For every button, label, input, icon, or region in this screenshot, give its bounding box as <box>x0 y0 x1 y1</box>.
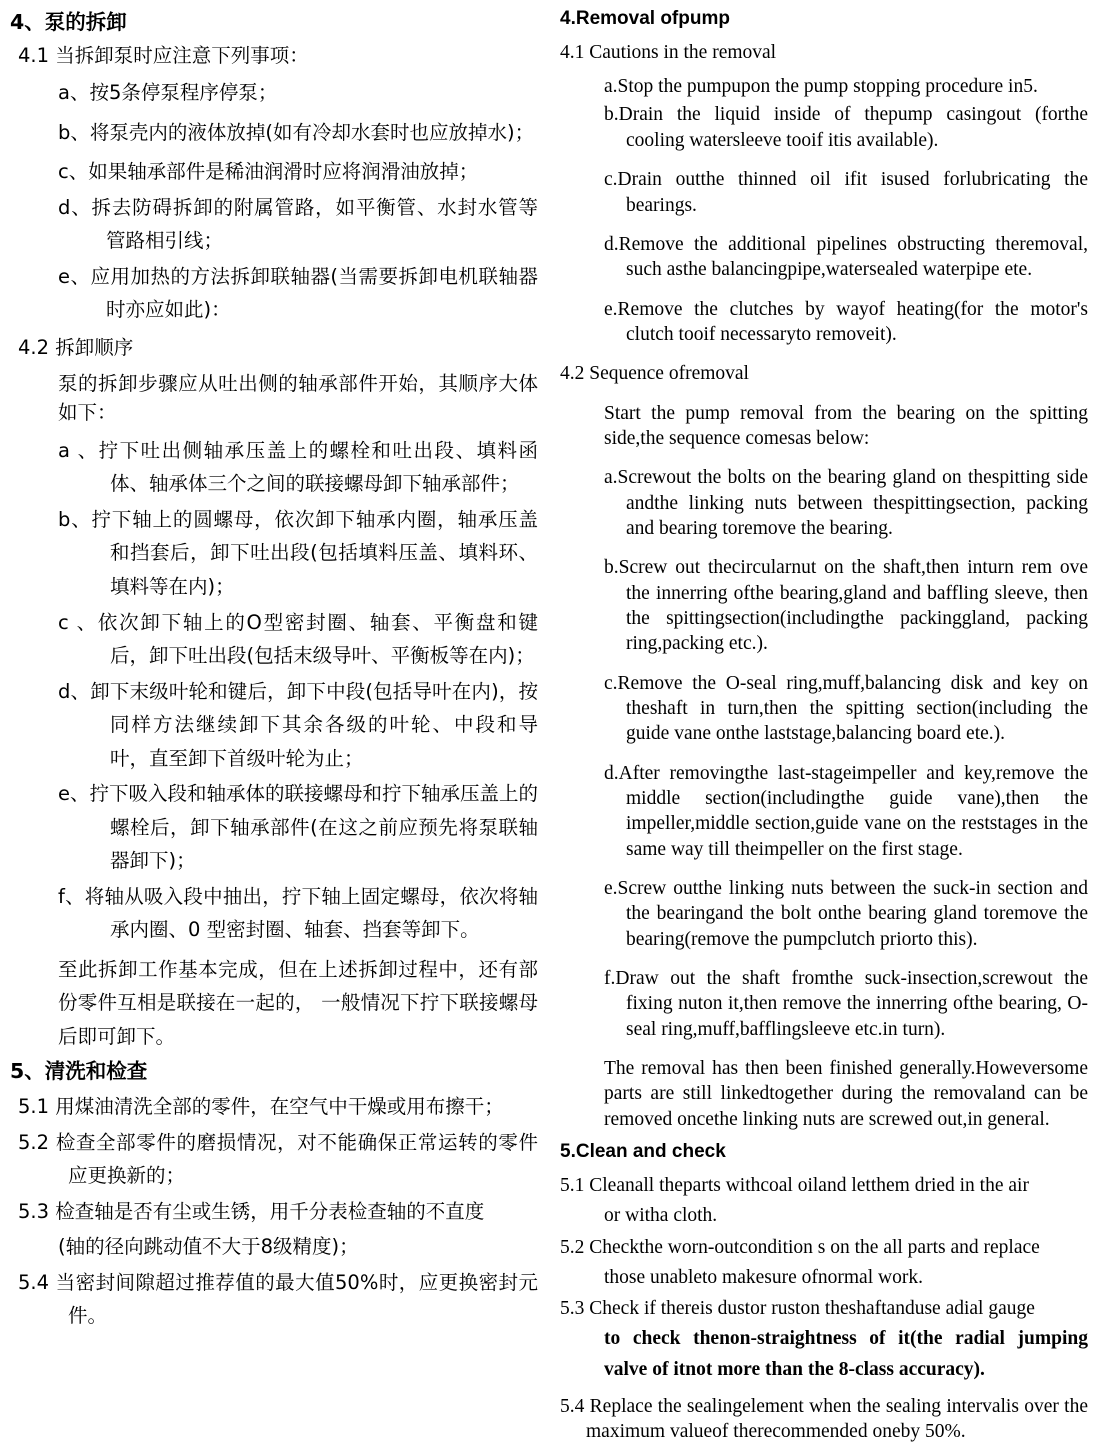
item-4-1-c-cn: c、如果轴承部件是稀油润滑时应将润滑油放掉； <box>58 160 479 184</box>
heading-section-4-cn: 4、泵的拆卸 <box>10 10 127 34</box>
item-4-1-a-cn: a、按5条停泵程序停泵； <box>58 81 278 105</box>
item-4-1-a-en: a.Stop the pumpupon the pump stopping procedure in5. <box>604 76 1038 98</box>
item-4-2-e-en: e.Screw outthe linking nuts between the suck-in section and the bearingand the bolt onthe bearing gland toremove the bearing(remove the pumpclutch priorto this). <box>604 878 1088 950</box>
section-4-1-title-cn: 4.1 当拆卸泵时应注意下列事项： <box>18 43 309 67</box>
item-5-1-cont-en: or witha cloth. <box>604 1205 718 1227</box>
heading-section-5-cn: 5、清洗和检查 <box>10 1059 148 1084</box>
item-4-1-e-en: e.Remove the clutches by wayof heating(for the motor's clutch tooif necessaryto removeit). <box>604 298 1088 345</box>
item-4-1-b-en: b.Drain the liquid inside of thepump casingout (forthe cooling watersleeve tooif itis available). <box>604 104 1088 151</box>
section-4-2-intro-en: Start the pump removal from the bearing on the spitting side,the sequence comesas below: <box>604 402 1088 449</box>
item-4-2-f-cn: f、将轴从吸入段中抽出，拧下轴上固定螺母，依次将轴承内圈、0 型密封圈、轴套、挡套等卸下。 <box>58 884 538 942</box>
item-4-2-c-en: c.Remove the O-seal ring,muff,balancing disk and key on theshaft in turn,then the spitting section(including the guide vane onthe laststage,balancing board ete.). <box>604 672 1088 745</box>
item-4-2-e-cn: e、拧下吸入段和轴承体的联接螺母和拧下轴承压盖上的螺栓后，卸下轴承部件(在这之前应预先将泵联轴器卸下)； <box>58 782 538 873</box>
item-4-1-b-cn: b、将泵壳内的液体放掉(如有冷却水套时也应放掉水)； <box>58 120 535 144</box>
item-4-2-a-en: a.Screwout the bolts on the bearing gland on thespitting side andthe linking nuts between thespittingsection, packing and bearing toremove the bearing. <box>604 467 1088 539</box>
section-4-2-intro-cn: 泵的拆卸步骤应从吐出侧的轴承部件开始，其顺序大体如下： <box>58 371 538 425</box>
english-column <box>552 0 1100 1443</box>
section-4-2-title-cn: 4.2 拆卸顺序 <box>18 335 134 359</box>
item-4-2-c-cn: c 、依次卸下轴上的O型密封圈、轴套、平衡盘和键后，卸下吐出段(包括末级导叶、平衡板等在内)； <box>58 610 538 668</box>
item-5-4-en: 5.4 Replace the sealingelement when the sealing intervalis over the maximum valueof therecommended oneby 50%. <box>560 1395 1088 1443</box>
heading-section-5-en: 5.Clean and check <box>560 1141 726 1163</box>
section-4-2-closing-cn: 至此拆卸工作基本完成，但在上述拆卸过程中，还有部份零件互相是联接在一起的， 一般情况下拧下联接螺母后即可卸下。 <box>58 957 538 1048</box>
item-4-1-d-cn: d、拆去防碍拆卸的附属管路，如平衡管、水封水管等管路相引线； <box>58 195 538 253</box>
item-4-2-d-cn: d、卸下末级叶轮和键后，卸下中段(包括导叶在内)，按同样方法继续卸下其余各级的叶轮、中段和导叶，直至卸下首级叶轮为止； <box>58 679 538 770</box>
item-5-3-note-cn: (轴的径向跳动值不大于8级精度)； <box>58 1235 359 1259</box>
item-4-2-b-en: b.Screw out thecircularnut on the shaft,then inturn rem ove the innerring ofthe bearing,gland and baffling sleeve, then the spittingsection(includingthe packinggland, packing ring,packing etc.). <box>604 557 1088 655</box>
chinese-column <box>0 0 552 1407</box>
section-4-2-title-en: 4.2 Sequence ofremoval <box>560 363 749 385</box>
item-5-3-en: 5.3 Check if thereis dustor ruston theshaftanduse adial gauge <box>560 1298 1035 1320</box>
item-5-2-en: 5.2 Checkthe worn-outcondition s on the all parts and replace <box>560 1236 1040 1258</box>
item-4-1-d-en: d.Remove the additional pipelines obstructing theremoval, such asthe balancingpipe,watersealed waterpipe ete. <box>604 233 1088 281</box>
item-5-1-cn: 5.1 用煤油清洗全部的零件，在空气中干燥或用布擦干； <box>18 1095 504 1119</box>
item-5-1-en: 5.1 Cleanall theparts withcoal oiland letthem dried in the air <box>560 1174 1029 1196</box>
item-4-2-d-en: d.After removingthe last-stageimpeller and key,remove the middle section(includingthe guide vane),then the impeller,middle section,guide vane on the reststages in the same way till theimpeller on the first stage. <box>604 762 1088 860</box>
item-5-2-cn: 5.2 检查全部零件的磨损情况，对不能确保正常运转的零件应更换新的； <box>18 1130 538 1188</box>
section-4-2-closing-en: The removal has then been finished generally.Howeversome parts are still linkedtogether during the removaland can be removed oncethe linking nuts are screwed out,in general. <box>604 1058 1088 1130</box>
item-4-2-b-cn: b、拧下轴上的圆螺母，依次卸下轴承内圈，轴承压盖和挡套后，卸下吐出段(包括填料压盖、填料环、填料等在内)； <box>58 507 538 598</box>
section-4-1-title-en: 4.1 Cautions in the removal <box>560 41 777 63</box>
item-5-4-cn: 5.4 当密封间隙超过推荐值的最大值50%时，应更换密封元件。 <box>18 1270 538 1328</box>
heading-section-4-en: 4.Removal ofpump <box>560 8 730 29</box>
item-4-2-f-en: f.Draw out the shaft fromthe suck-insection,screwout the fixing nuton it,then remove the innerring ofthe bearing, O-seal ring,muff,bafflingsleeve etc.in turn). <box>604 968 1088 1040</box>
item-4-2-a-cn: a 、拧下吐出侧轴承压盖上的螺栓和吐出段、填料函体、轴承体三个之间的联接螺母卸下轴承部件； <box>58 438 538 496</box>
item-4-1-e-cn: e、应用加热的方法拆卸联轴器(当需要拆卸电机联轴器时亦应如此)： <box>58 264 538 322</box>
item-5-3-bold-en: to check thenon-straightness of it(the radial jumping valve of itnot more than the 8-class accuracy). <box>604 1328 1088 1380</box>
item-5-2-cont-en: those unableto makesure ofnormal work. <box>604 1266 923 1288</box>
item-4-1-c-en: c.Drain outthe thinned oil ifit isused forlubricating the bearings. <box>604 169 1088 216</box>
item-5-3-cn: 5.3 检查轴是否有尘或生锈，用千分表检查轴的不直度 <box>18 1199 485 1223</box>
